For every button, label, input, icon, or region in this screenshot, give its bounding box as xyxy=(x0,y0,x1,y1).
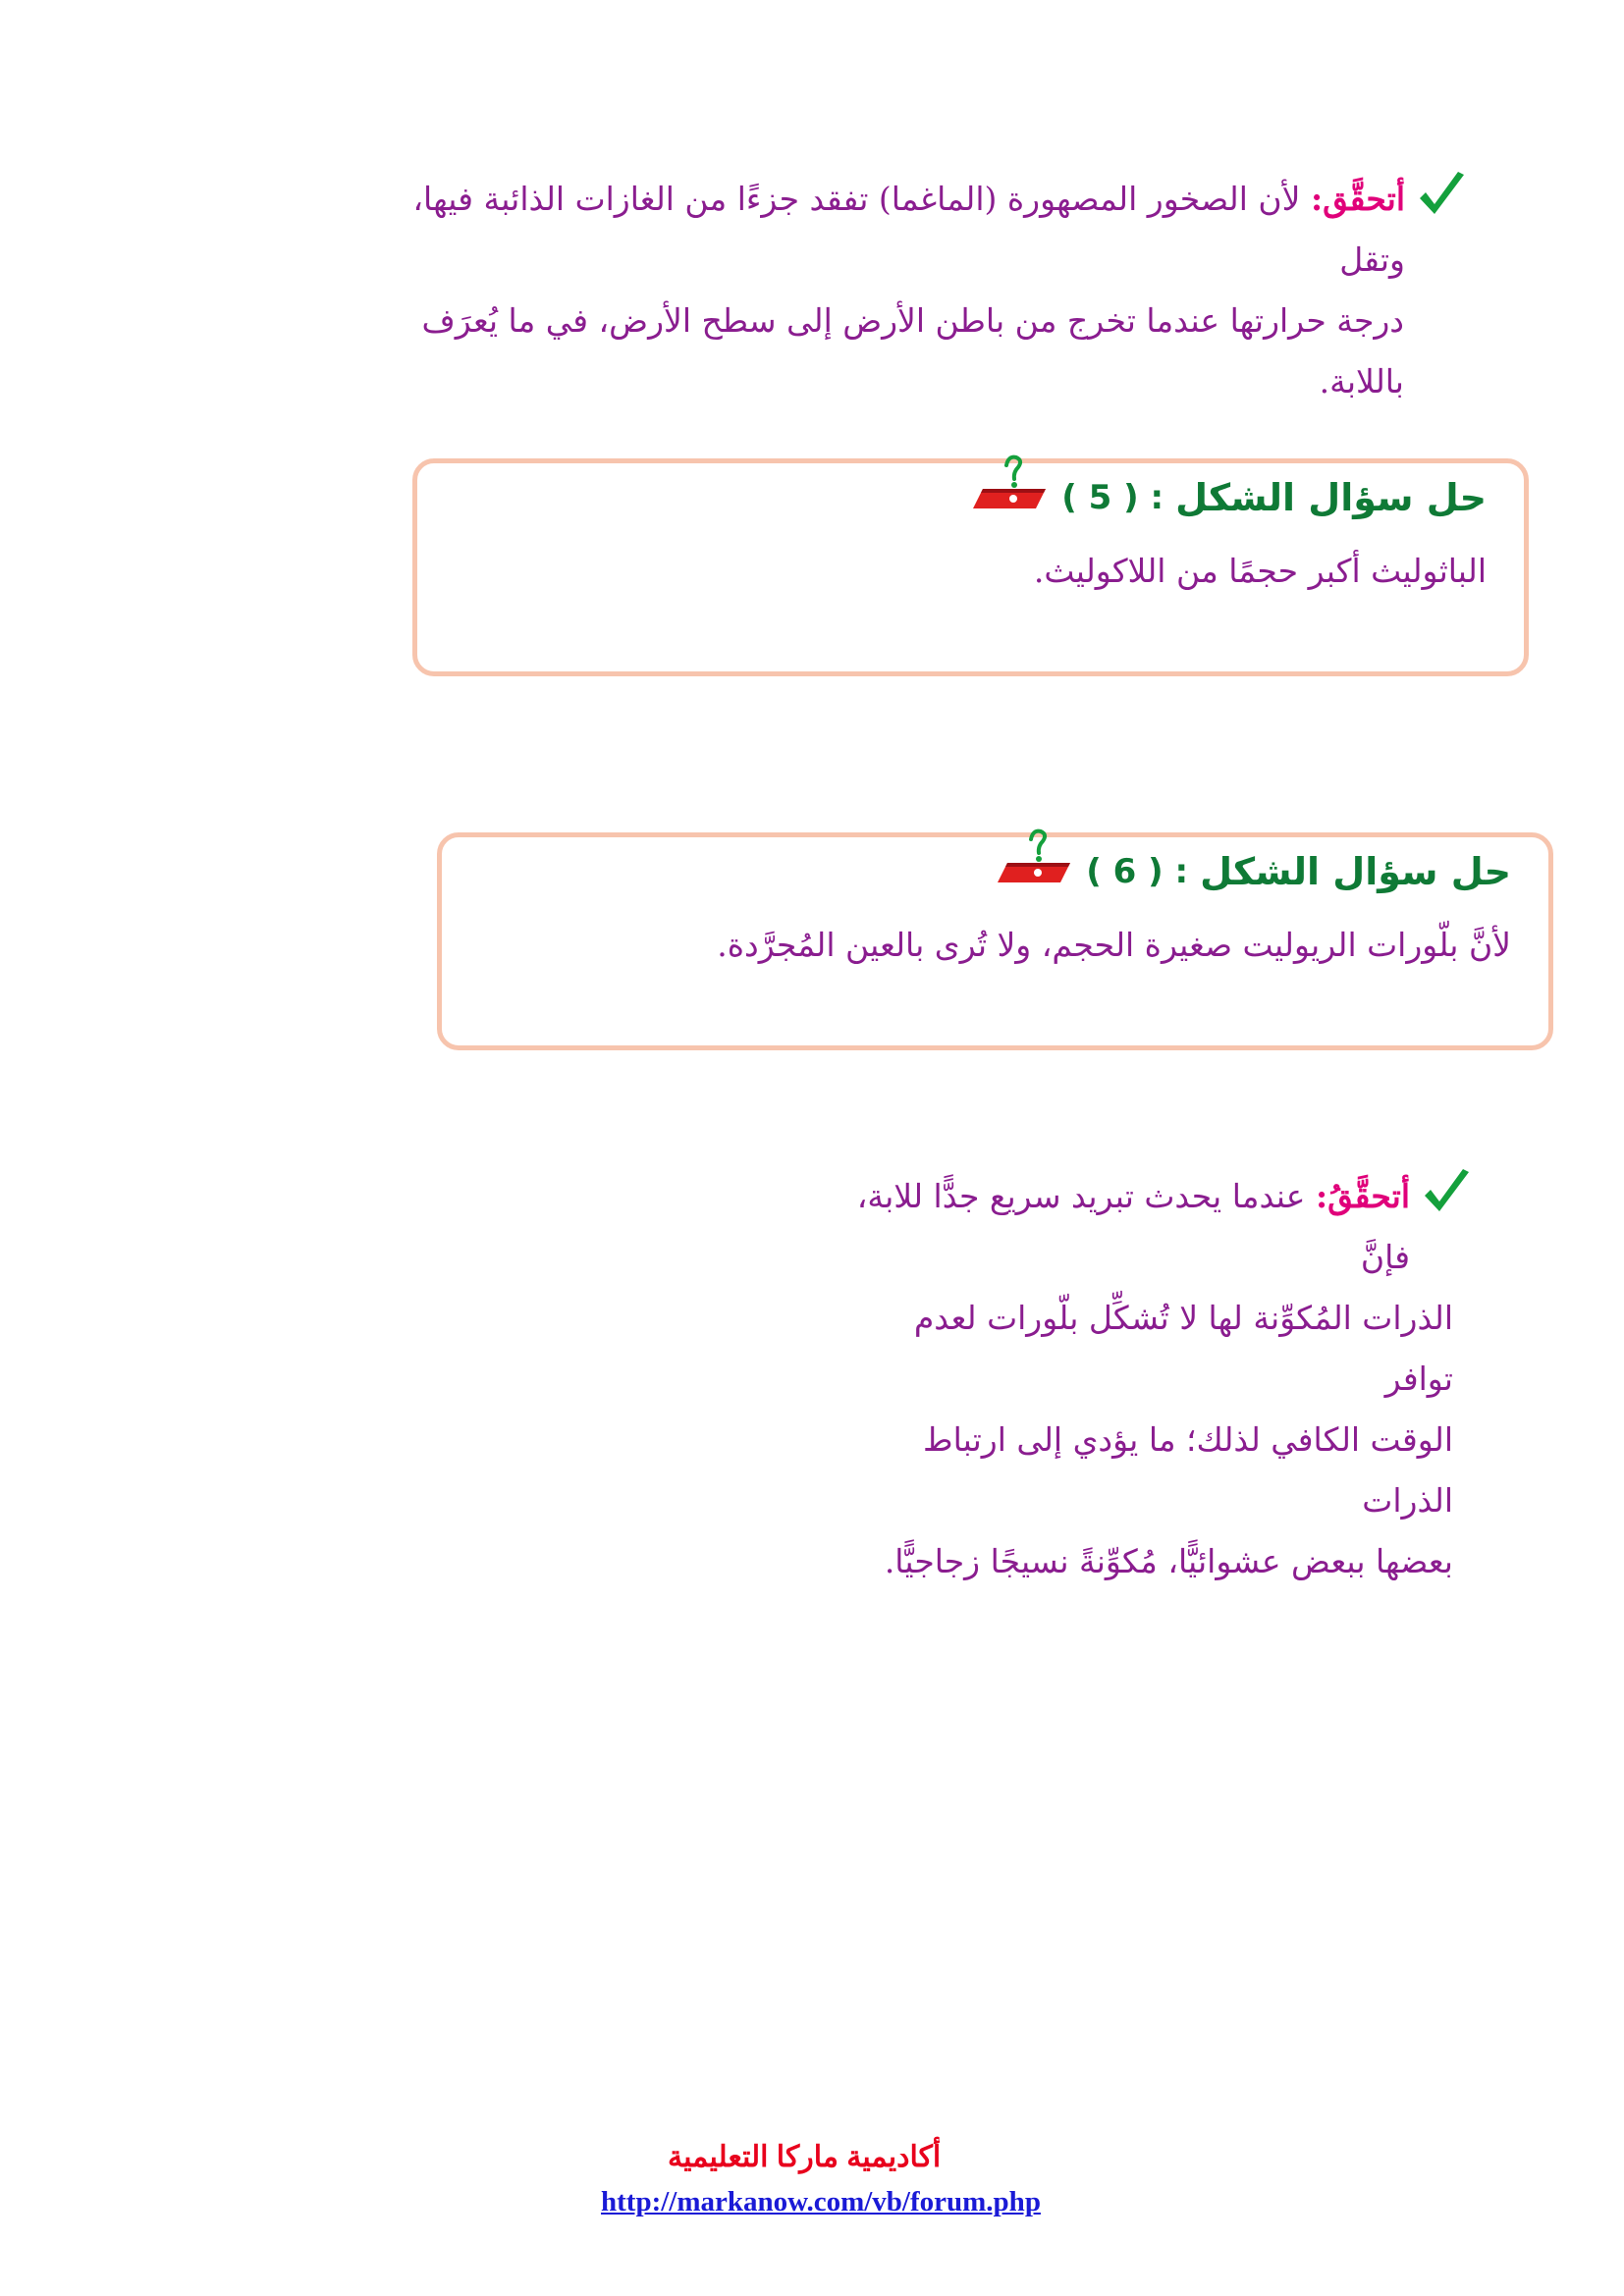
question-badge-icon xyxy=(994,826,1074,896)
question-number: : ( 5 ) xyxy=(1061,478,1164,517)
check-text-1 xyxy=(398,169,1405,291)
check-text-2 xyxy=(844,1166,1410,1288)
check-line-text: الذرات المُكوِّنة لها لا تُشكِّل بلّورات لعدم توافر xyxy=(913,1299,1453,1398)
green-check-icon xyxy=(1420,1166,1473,1219)
question-header xyxy=(969,473,1487,522)
check-line-text: عندما يحدث تبريد سريع جدًّا للابة، فإنَّ xyxy=(856,1177,1410,1276)
check-label: أتحقَّق: xyxy=(1310,180,1405,218)
green-check-icon xyxy=(1415,169,1468,222)
check-line-text: بعضها ببعض عشوائيًّا، مُكوِّنةً نسيجًا زجاجيًّا. xyxy=(884,1542,1453,1580)
footer-site-name: أكاديمية ماركا التعليمية xyxy=(668,2141,942,2173)
question-title: حل سؤال الشكل xyxy=(1200,850,1511,893)
check-label: أتحقَّقُ: xyxy=(1315,1177,1410,1215)
check-line-text: الوقت الكافي لذلك؛ ما يؤدي إلى ارتباط الذرات xyxy=(923,1420,1453,1520)
question-title: حل سؤال الشكل xyxy=(1175,476,1487,519)
question-header xyxy=(994,847,1511,896)
check-line-1 xyxy=(844,1166,1473,1288)
question-box-5 xyxy=(412,458,1529,676)
check-block-2 xyxy=(844,1166,1473,1592)
question-box-6 xyxy=(437,832,1553,1050)
question-badge-icon xyxy=(969,452,1050,522)
footer-link[interactable]: http://markanow.com/vb/forum.php xyxy=(601,2186,1041,2217)
check-line-text: درجة حرارتها عندما تخرج من باطن الأرض إلى سطح الأرض، في ما يُعرَف باللابة. xyxy=(421,301,1404,400)
check-line-1 xyxy=(398,169,1468,291)
question-number: : ( 6 ) xyxy=(1086,852,1189,891)
check-line-text: لأن الصخور المصهورة (الماغما) تفقد جزءًا من الغازات الذائبة فيها، وتقل xyxy=(412,180,1405,279)
question-answer: لأنَّ بلّورات الريوليت صغيرة الحجم، ولا تُرى بالعين المُجرَّدة. xyxy=(717,926,1511,964)
check-block-1 xyxy=(398,169,1468,412)
question-answer: الباثوليث أكبر حجمًا من اللاكوليث. xyxy=(1033,552,1487,590)
